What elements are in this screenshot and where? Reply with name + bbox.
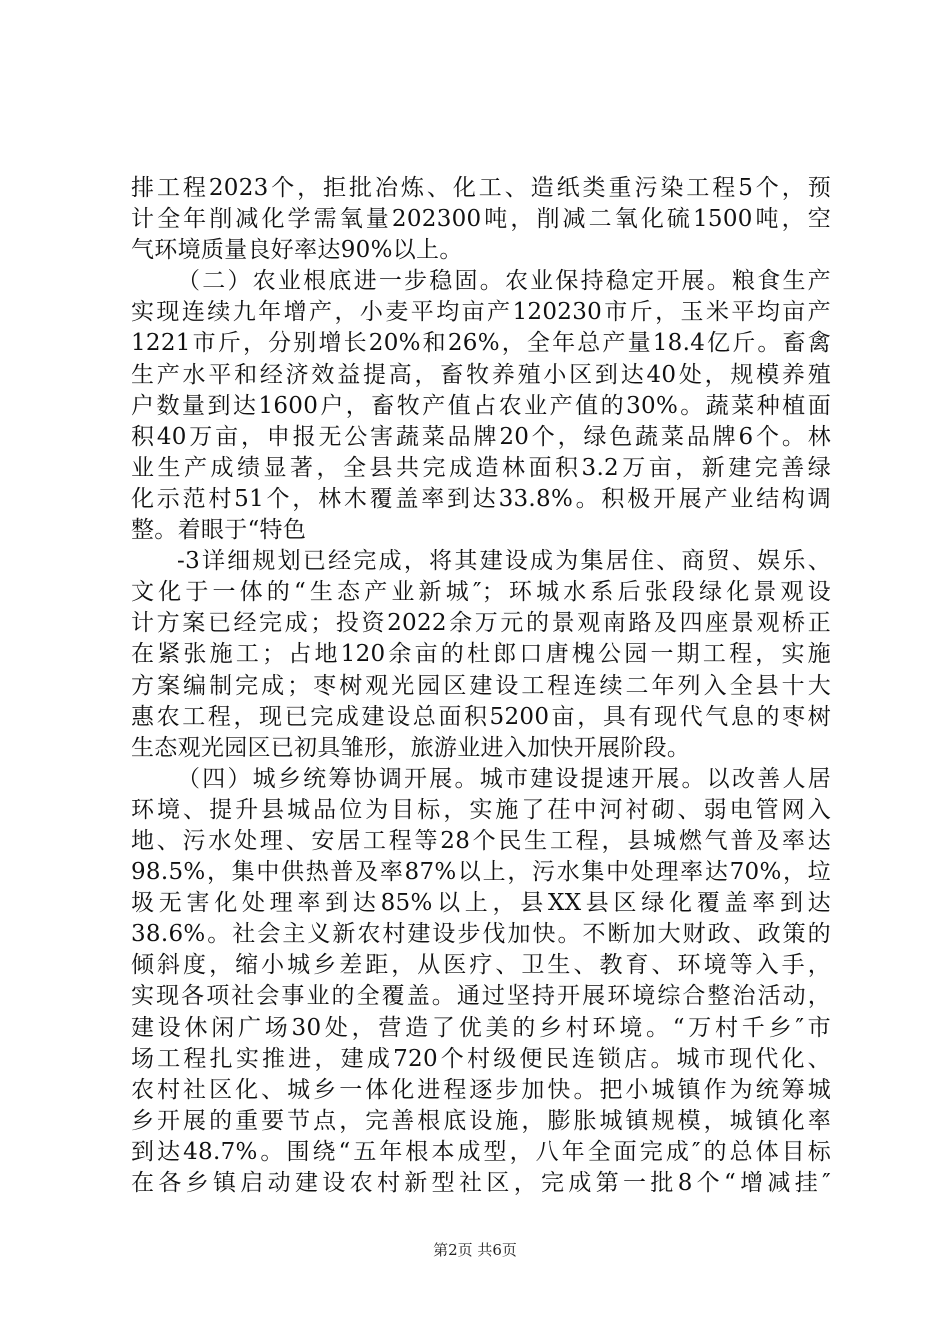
text-line: 场工程扎实推进，建成720个村级便民连锁店。城市现代化、	[131, 1045, 831, 1072]
text-line: 在各乡镇启动建设农村新型社区，完成第一批8个“增减挂″	[131, 1170, 831, 1196]
text-line: 1221市斤，分别增长20%和26%，全年总产量18.4亿斤。畜禽	[131, 330, 831, 357]
text-line: 乡开展的重要节点，完善根底设施，膨胀城镇规模，城镇化率	[131, 1107, 831, 1134]
text-line: 建设休闲广场30处，营造了优美的乡村环境。“万村千乡″市	[131, 1014, 831, 1041]
text-line: 98.5%，集中供热普及率87%以上，污水集中处理率达70%，垃	[131, 859, 831, 886]
page-number-footer: 第2页 共6页	[433, 1241, 517, 1259]
text-line: 化示范村51个，林木覆盖率到达33.8%。积极开展产业结构调	[131, 485, 831, 512]
text-line: 在紧张施工；占地120余亩的杜郎口唐槐公园一期工程，实施	[131, 641, 831, 668]
text-line: 农村社区化、城乡一体化进程逐步加快。把小城镇作为统筹城	[131, 1076, 831, 1103]
text-line: 积40万亩，申报无公害蔬菜品牌20个，绿色蔬菜品牌6个。林	[131, 423, 831, 450]
text-line: 实现连续九年增产，小麦平均亩产120230市斤，玉米平均亩产	[131, 299, 831, 326]
text-line: 38.6%。社会主义新农村建设步伐加快。不断加大财政、政策的	[131, 921, 831, 948]
text-line: 惠农工程，现已完成建设总面积5200亩，具有现代气息的枣树	[131, 703, 831, 730]
text-line: 实现各项社会事业的全覆盖。通过坚持开展环境综合整治活动，	[131, 983, 831, 1010]
text-line: 计全年削减化学需氧量202300吨，削减二氧化硫1500吨，空	[131, 206, 831, 233]
body-text	[131, 173, 831, 1199]
text-line: 倾斜度，缩小城乡差距，从医疗、卫生、教育、环境等入手，	[131, 952, 831, 979]
text-line: 排工程2023个，拒批冶炼、化工、造纸类重污染工程5个，预	[131, 175, 831, 201]
text-line: 业生产成绩显著，全县共完成造林面积3.2万亩，新建完善绿	[131, 454, 831, 481]
text-line: -3详细规划已经完成，将其建设成为集居住、商贸、娱乐、	[177, 548, 831, 575]
text-line: 计方案已经完成；投资2022余万元的景观南路及四座景观桥正	[131, 610, 831, 637]
text-line: 环境、提升县城品位为目标，实施了茌中河衬砌、弱电管网入	[131, 796, 831, 823]
text-line: 气环境质量良好率达90%以上。	[131, 237, 463, 264]
text-line: 地、污水处理、安居工程等28个民生工程，县城燃气普及率达	[131, 827, 831, 854]
text-line: 户数量到达1600户，畜牧产值占农业产值的30%。蔬菜种植面	[131, 392, 831, 419]
text-line: 生产水平和经济效益提高，畜牧养殖小区到达40处，规模养殖	[131, 361, 831, 388]
text-line: 整。着眼于“特色	[131, 517, 307, 544]
section-4-heading-line: （四）城乡统筹协调开展。城市建设提速开展。以改善人居	[177, 765, 831, 792]
text-line: 文化于一体的“生态产业新城″；环城水系后张段绿化景观设	[131, 579, 831, 606]
section-2-heading-line: （二）农业根底进一步稳固。农业保持稳定开展。粮食生产	[177, 268, 831, 295]
text-line: 圾无害化处理率到达85%以上，县XX县区绿化覆盖率到达	[131, 890, 831, 917]
text-line: 方案编制完成；枣树观光园区建设工程连续二年列入全县十大	[131, 672, 831, 699]
text-line: 到达48.7%。围绕“五年根本成型，八年全面完成″的总体目标	[131, 1138, 831, 1165]
text-line: 生态观光园区已初具雏形，旅游业进入加快开展阶段。	[131, 734, 691, 761]
